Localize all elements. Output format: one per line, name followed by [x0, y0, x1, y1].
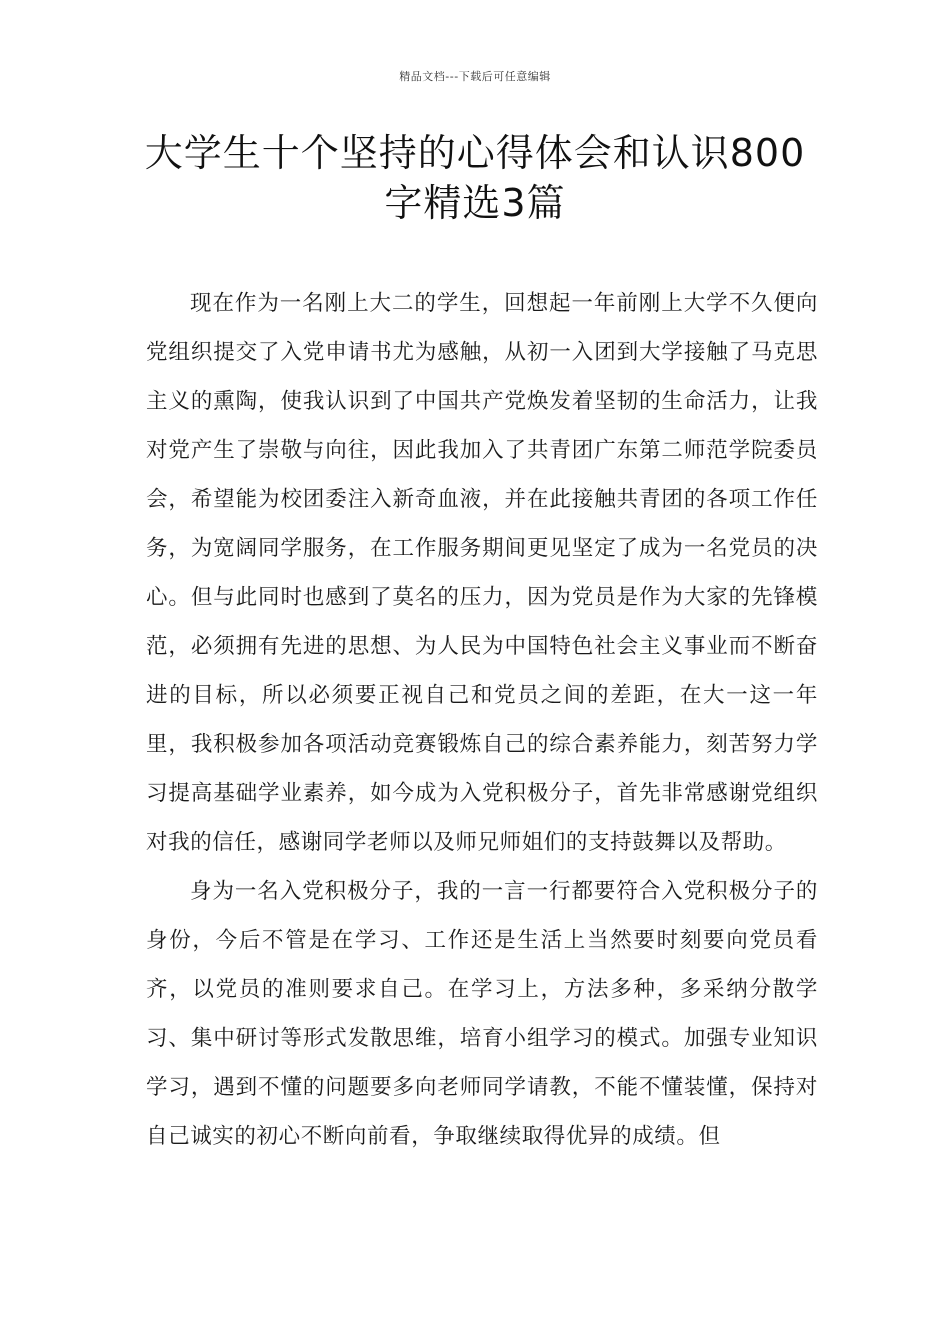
paragraph-1: 现在作为一名刚上大二的学生，回想起一年前刚上大学不久便向党组织提交了入党申请书尤为感触，从初一入团到大学接触了马克思主义的熏陶，使我认识到了中国共产党焕发着坚韧的生命活力，让我对党产生了崇敬与向往，因此我加入了共青团广东第二师范学院委员会，希望能为校团委注入新奇血液，并在此接触共青团的各项工作任务，为宽阔同学服务，在工作服务期间更见坚定了成为一名党员的决心。但与此同时也感到了莫名的压力，因为党员是作为大家的先锋模范，必须拥有先进的思想、为人民为中国特色社会主义事业而不断奋进的目标，所以必须要正视自己和党员之间的差距，在大一这一年里，我积极参加各项活动竞赛锻炼自己的综合素养能力，刻苦努力学习提高基础学业素养，如今成为入党积极分子，首先非常感谢党组织对我的信任，感谢同学老师以及师兄师姐们的支持鼓舞以及帮助。 [146, 291, 818, 855]
paragraph-2: 身为一名入党积极分子，我的一言一行都要符合入党积极分子的身份，今后不管是在学习、工作还是生活上当然要时刻要向党员看齐，以党员的准则要求自己。在学习上，方法多种，多采纳分散学习、集中研讨等形式发散思维，培育小组学习的模式。加强专业知识学习，遇到不懂的问题要多向老师同学请教，不能不懂装懂，保持对自己诚实的初心不断向前看，争取继续取得优异的成绩。但 [146, 879, 818, 1149]
title-line-2: 字精选3篇 [384, 181, 566, 225]
header-note: 精品文档---下载后可任意编辑 [399, 70, 551, 83]
title-line-1: 大学生十个坚持的心得体会和认识800 [144, 131, 806, 175]
document-title [120, 128, 830, 228]
document-body [146, 279, 818, 1161]
